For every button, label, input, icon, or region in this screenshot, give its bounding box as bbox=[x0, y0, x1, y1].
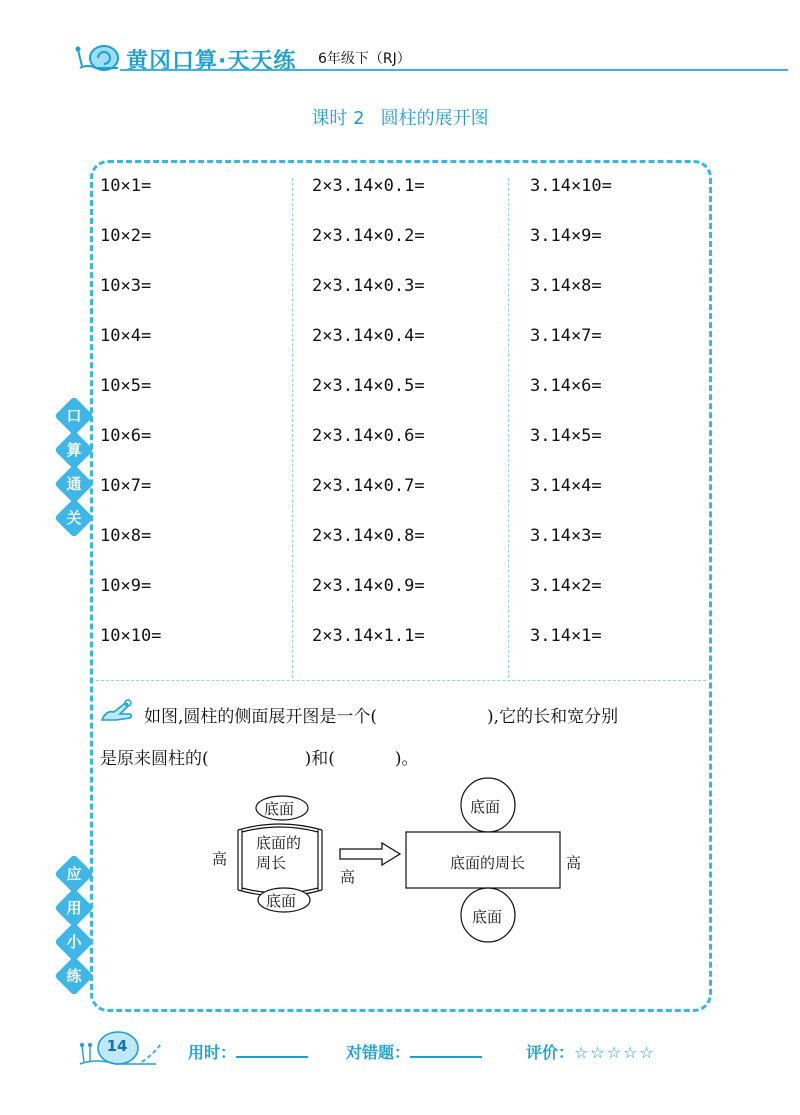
time-spent: 用时： bbox=[188, 1040, 308, 1063]
lesson-name: 圆柱的展开图 bbox=[380, 108, 489, 129]
rating-stars-icon[interactable]: ☆☆☆☆☆ bbox=[574, 1043, 656, 1062]
exercise-item: 10×7= bbox=[100, 476, 152, 496]
exercise-item: 10×8= bbox=[100, 526, 152, 546]
net-bottom-circle-label: 底面 bbox=[472, 908, 503, 926]
exercise-item: 10×3= bbox=[100, 276, 152, 296]
exercise-item: 3.14×5= bbox=[530, 426, 602, 446]
side-tab-oral: 通 bbox=[54, 464, 94, 504]
net-rect-label: 底面的周长 bbox=[450, 854, 526, 872]
column-divider bbox=[292, 178, 293, 678]
exercise-item: 3.14×9= bbox=[530, 226, 602, 246]
exercise-item: 2×3.14×0.5= bbox=[312, 376, 425, 396]
exercise-item: 2×3.14×0.9= bbox=[312, 576, 425, 596]
exercise-item: 10×2= bbox=[100, 226, 152, 246]
error-count: 对错题： bbox=[346, 1040, 482, 1063]
side-tab-app: 用 bbox=[54, 888, 94, 928]
section-divider bbox=[96, 680, 706, 681]
exercise-item: 3.14×2= bbox=[530, 576, 602, 596]
exercise-item: 10×1= bbox=[100, 176, 152, 196]
net-rect-height-label: 高 bbox=[566, 854, 582, 872]
side-tab-app: 练 bbox=[54, 956, 94, 996]
side-tab-oral: 口 bbox=[54, 396, 94, 436]
exercise-item: 3.14×4= bbox=[530, 476, 602, 496]
brand-title: 黄冈口算·天天练 bbox=[126, 49, 297, 74]
errors-blank[interactable] bbox=[410, 1056, 482, 1058]
exercise-item: 10×9= bbox=[100, 576, 152, 596]
exercise-item: 3.14×6= bbox=[530, 376, 602, 396]
column-divider bbox=[508, 178, 509, 678]
cylinder-height-label: 高 bbox=[212, 850, 228, 868]
problem-line-1: 如图,圆柱的侧面展开图是一个( ),它的长和宽分别 bbox=[144, 707, 619, 727]
side-tab-app: 应 bbox=[54, 854, 94, 894]
exercise-item: 2×3.14×0.3= bbox=[312, 276, 425, 296]
side-tab-oral: 关 bbox=[54, 498, 94, 538]
exercise-item: 3.14×3= bbox=[530, 526, 602, 546]
exercise-item: 2×3.14×0.6= bbox=[312, 426, 425, 446]
arrow-height-label: 高 bbox=[340, 868, 356, 886]
lesson-title bbox=[0, 104, 800, 130]
exercise-item: 2×3.14×0.8= bbox=[312, 526, 425, 546]
exercise-item: 2×3.14×0.4= bbox=[312, 326, 425, 346]
exercise-item: 3.14×10= bbox=[530, 176, 612, 196]
cylinder-bottom-base-label: 底面 bbox=[266, 892, 297, 910]
page-number: 14 bbox=[106, 1037, 128, 1055]
exercise-item: 10×6= bbox=[100, 426, 152, 446]
cylinder-top-base-label: 底面 bbox=[264, 800, 295, 818]
exercise-item: 3.14×7= bbox=[530, 326, 602, 346]
exercise-item: 10×5= bbox=[100, 376, 152, 396]
time-blank[interactable] bbox=[236, 1056, 308, 1058]
net-top-circle-label: 底面 bbox=[470, 798, 501, 816]
exercise-item: 10×4= bbox=[100, 326, 152, 346]
snail-logo-icon bbox=[74, 38, 128, 72]
hand-pointer-icon bbox=[100, 696, 136, 726]
problem-line-2: 是原来圆柱的( )和( )。 bbox=[100, 749, 419, 769]
exercise-item: 10×10= bbox=[100, 626, 162, 646]
exercise-item: 2×3.14×0.1= bbox=[312, 176, 425, 196]
side-tab-oral: 算 bbox=[54, 430, 94, 470]
unfold-arrow-icon bbox=[338, 840, 404, 868]
exercise-item: 2×3.14×0.7= bbox=[312, 476, 425, 496]
lesson-number: 课时 2 bbox=[311, 108, 365, 129]
cylinder-circumference-label: 周长 bbox=[256, 854, 287, 872]
side-tab-app: 小 bbox=[54, 922, 94, 962]
rating: 评价：☆☆☆☆☆ bbox=[526, 1043, 656, 1062]
header-rule bbox=[120, 69, 788, 71]
grade-label: 6年级下（RJ） bbox=[318, 51, 411, 67]
cylinder-circumference-label: 底面的 bbox=[256, 834, 302, 852]
exercise-item: 3.14×1= bbox=[530, 626, 602, 646]
exercise-item: 2×3.14×1.1= bbox=[312, 626, 425, 646]
exercise-item: 3.14×8= bbox=[530, 276, 602, 296]
exercise-item: 2×3.14×0.2= bbox=[312, 226, 425, 246]
